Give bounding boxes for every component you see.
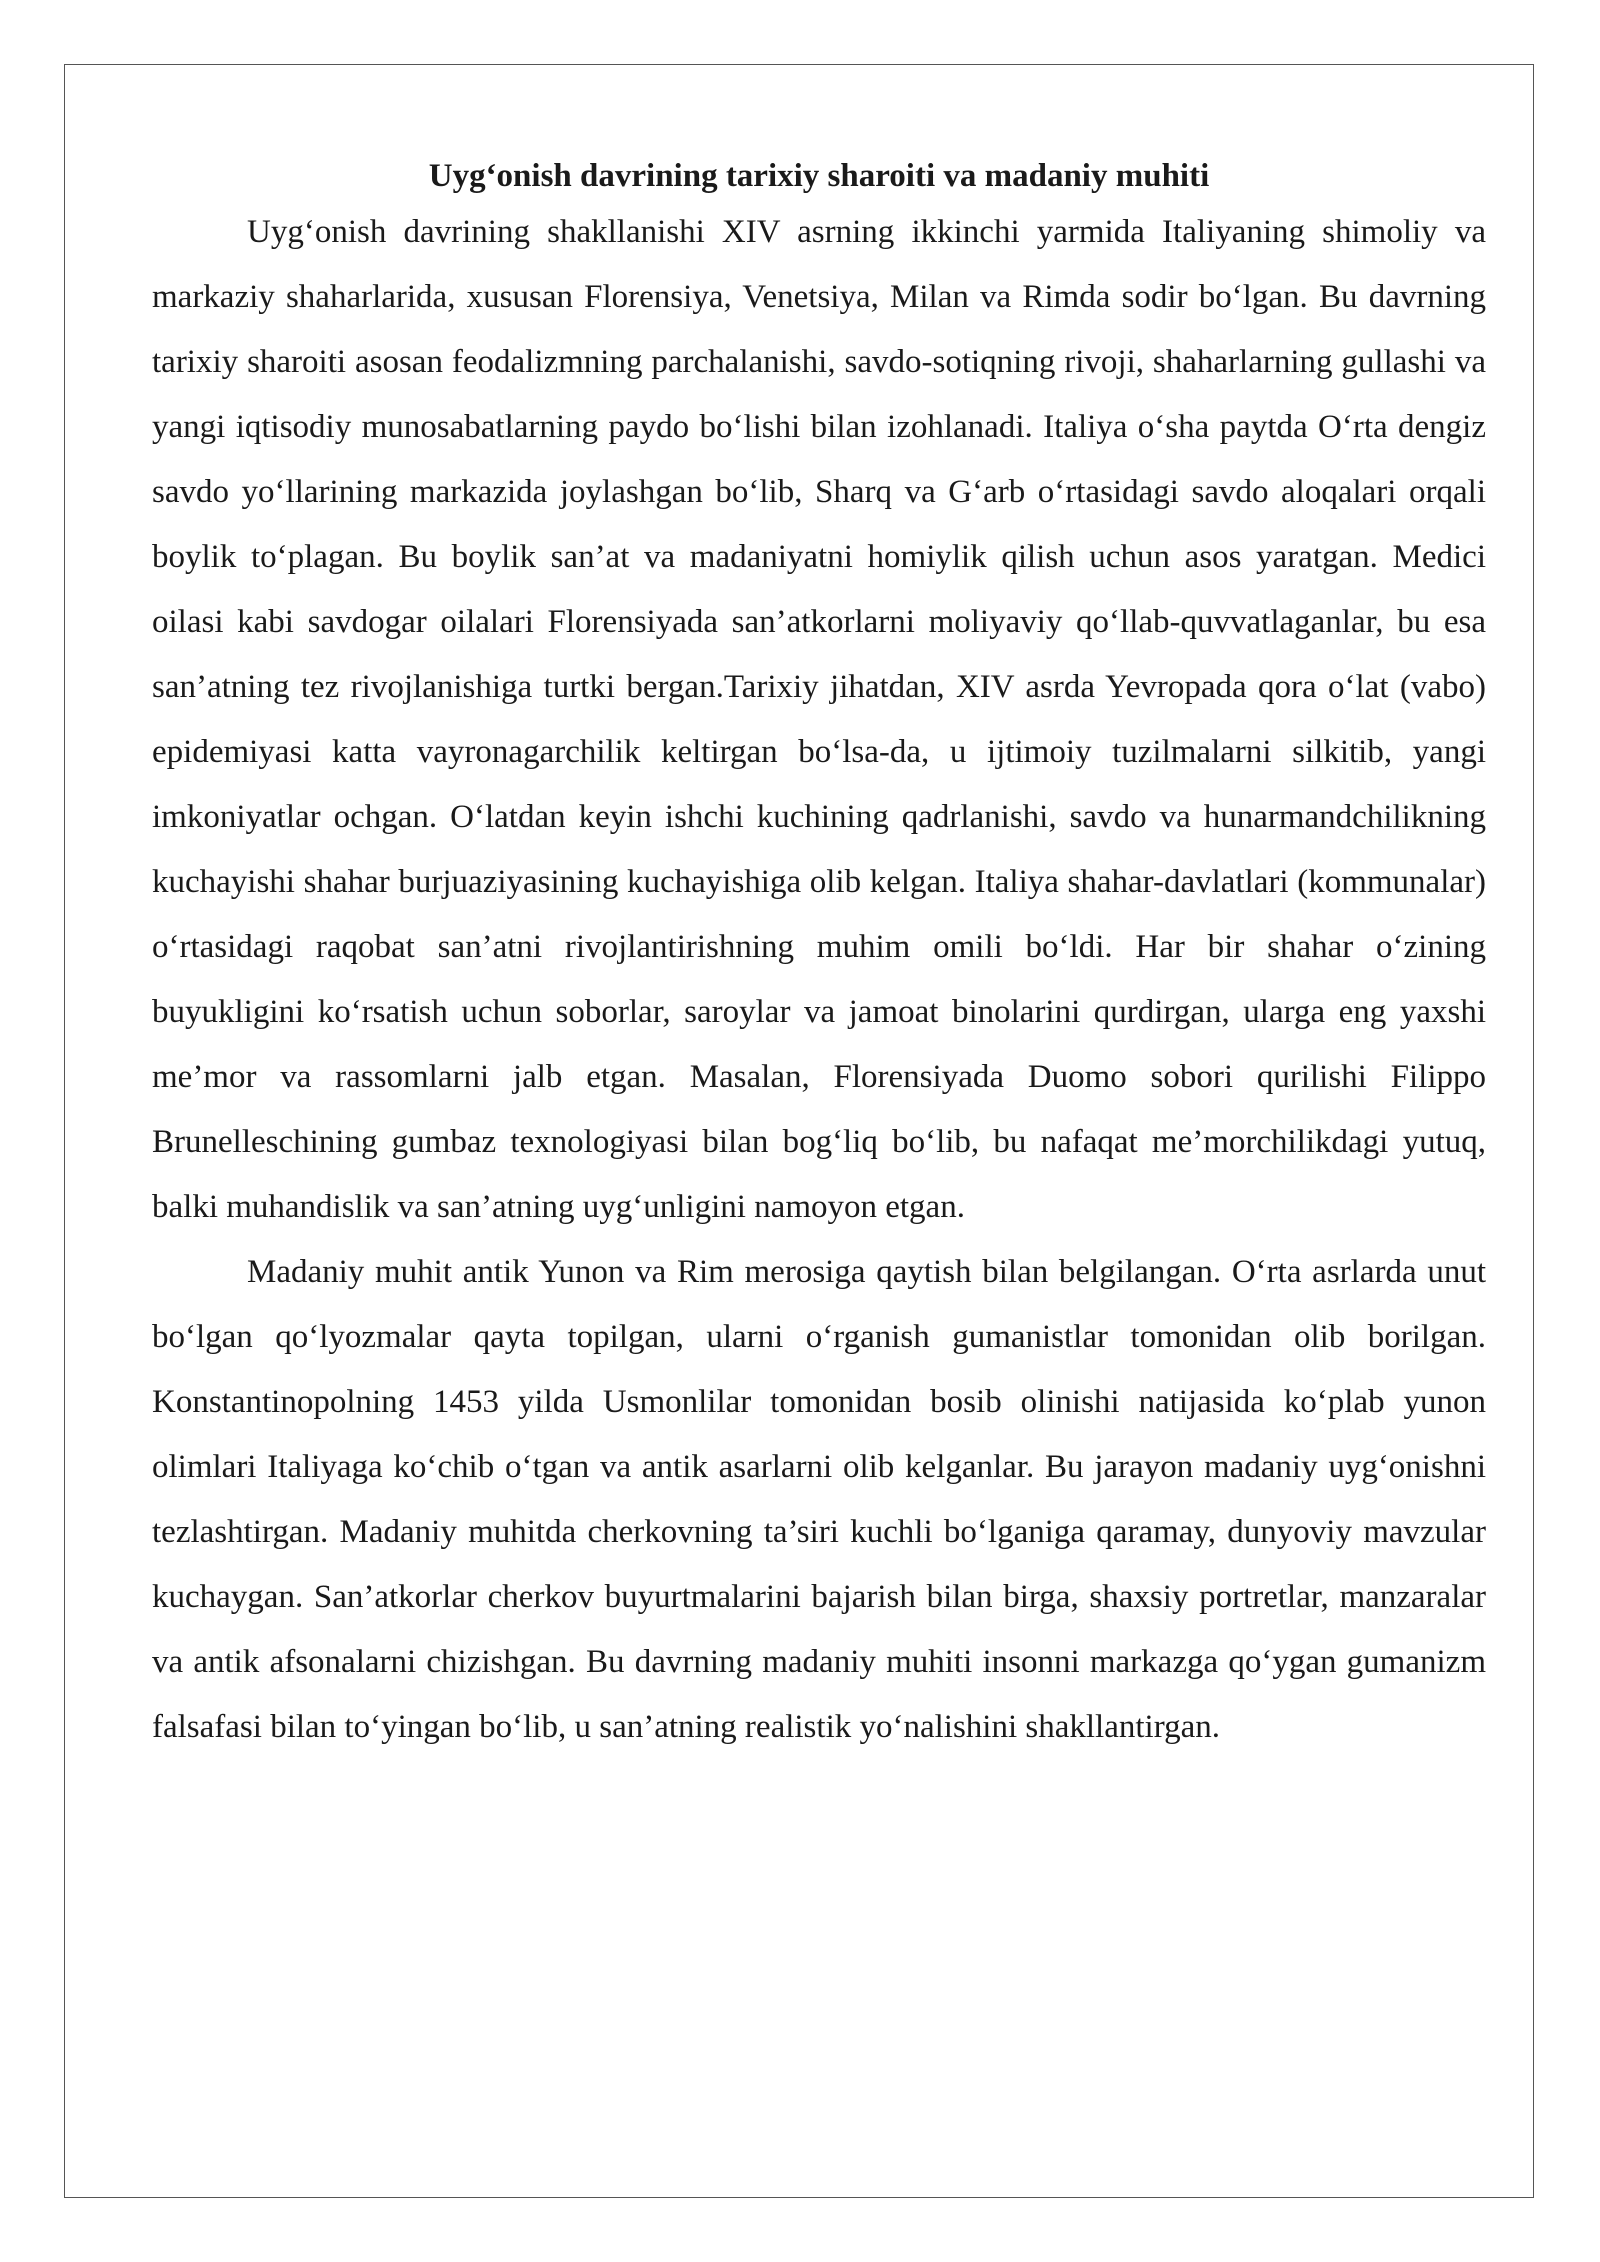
paragraph-cultural-environment: Madaniy muhit antik Yunon va Rim merosiga qaytish bilan belgilangan. O‘rta asrlarda unut bo‘lgan qo‘lyozmalar qayta topilgan, ularni o‘rganish gumanistlar tomonidan olib borilgan. Konstantinopolning 1453 yilda Usmonlilar tomonidan bosib olinishi natijasida ko‘plab yunon olimlari Italiyaga ko‘chib o‘tgan va antik asarlarni olib kelganlar. Bu jarayon madaniy uyg‘onishni tezlashtirgan. Madaniy muhitda cherkovning ta’siri kuchli bo‘lganiga qaramay, dunyoviy mavzular kuchaygan. San’atkorlar cherkov buyurtmalarini bajarish bilan birga, shaxsiy portretlar, manzaralar va antik afsonalarni chizishgan. Bu davrning madaniy muhiti insonni markazga qo‘ygan gumanizm falsafasi bilan to‘yingan bo‘lib, u san’atning realistik yo‘nalishini shakllantirgan. xyxy=(152,1254,1486,1745)
document-title: Uyg‘onish davrining tarixiy sharoiti va madaniy muhiti xyxy=(428,158,1210,194)
document-body xyxy=(152,152,1486,1760)
paragraph-historical-conditions: Uyg‘onish davrining shakllanishi XIV asrning ikkinchi yarmida Italiyaning shimoliy va markaziy shaharlarida, xususan Florensiya, Venetsiya, Milan va Rimda sodir bo‘lgan. Bu davrning tarixiy sharoiti asosan feodalizmning parchalanishi, savdo-sotiqning rivoji, shaharlarning gullashi va yangi iqtisodiy munosabatlarning paydo bo‘lishi bilan izohlanadi. Italiya o‘sha paytda O‘rta dengiz savdo yo‘llarining markazida joylashgan bo‘lib, Sharq va G‘arb o‘rtasidagi savdo aloqalari orqali boylik to‘plagan. Bu boylik san’at va madaniyatni homiylik qilish uchun asos yaratgan. Medici oilasi kabi savdogar oilalari Florensiyada san’atkorlarni moliyaviy qo‘llab-quvvatlaganlar, bu esa san’atning tez rivojlanishiga turtki bergan.Tarixiy jihatdan, XIV asrda Yevropada qora o‘lat (vabo) epidemiyasi katta vayronagarchilik keltirgan bo‘lsa-da, u ijtimoiy tuzilmalarni silkitib, yangi imkoniyatlar ochgan. O‘latdan keyin ishchi kuchining qadrlanishi, savdo va hunarmandchilikning kuchayishi shahar burjuaziyasining kuchayishiga olib kelgan. Italiya shahar-davlatlari (kommunalar) o‘rtasidagi raqobat san’atni rivojlantirishning muhim omili bo‘ldi. Har bir shahar o‘zining buyukligini ko‘rsatish uchun soborlar, saroylar va jamoat binolarini qurdirgan, ularga eng yaxshi me’mor va rassomlarni jalb etgan. Masalan, Florensiyada Duomo sobori qurilishi Filippo Brunelleschining gumbaz texnologiyasi bilan bog‘liq bo‘lib, bu nafaqat me’morchilikdagi yutuq, balki muhandislik va san’atning uyg‘unligini namoyon etgan. xyxy=(152,214,1486,1225)
